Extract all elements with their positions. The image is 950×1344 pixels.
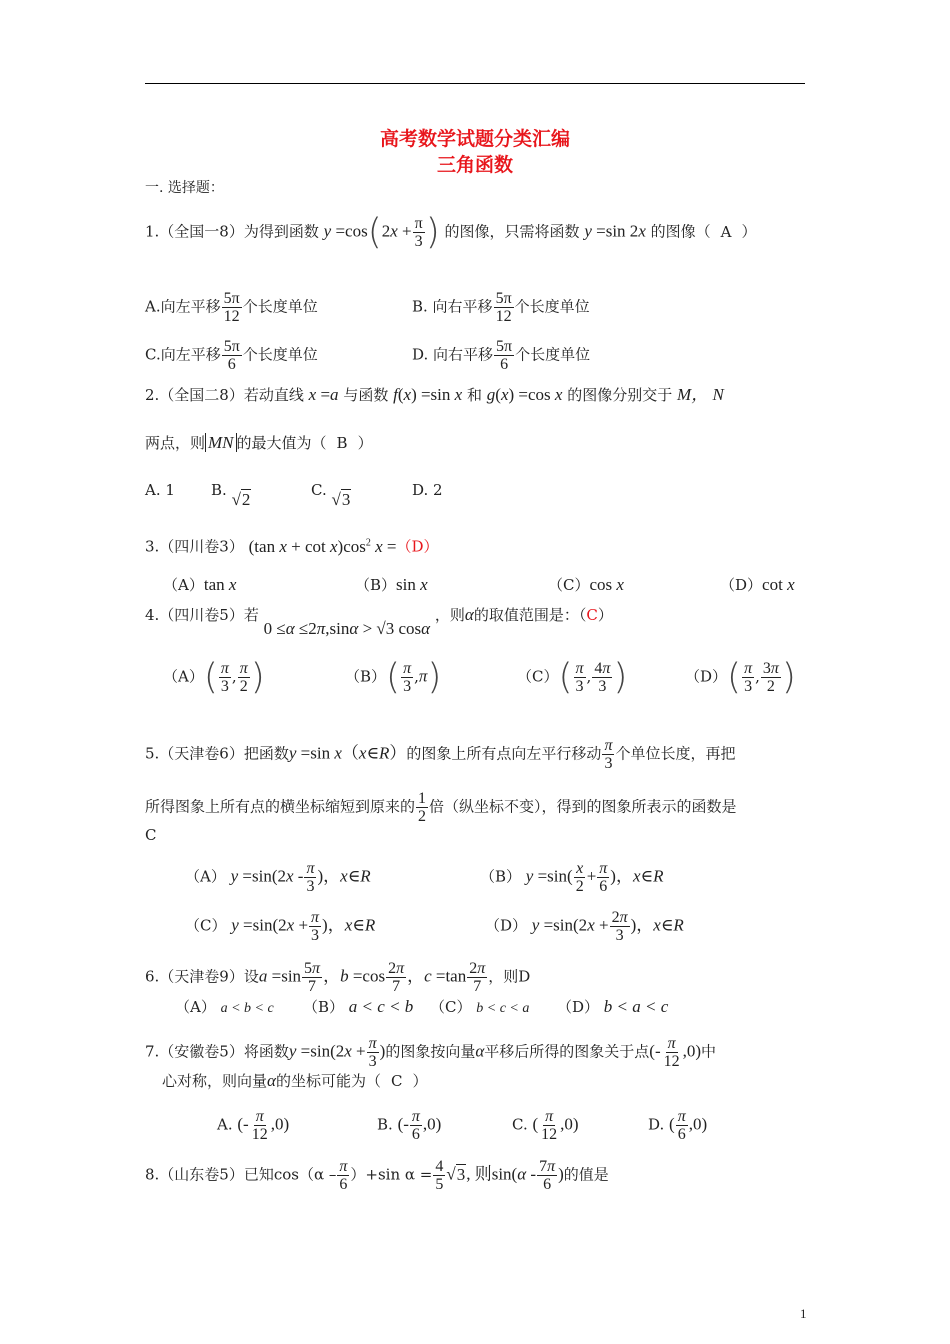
doc-subtitle: 三角函数 bbox=[436, 154, 513, 176]
question-5-line-2: 所得图象上所有点的横坐标缩短到原来的 $\frac{1}{2}$ 倍（纵坐标不变），得到的图象所表示的函数是 bbox=[145, 790, 737, 825]
question-1: 1.（全国一8）为得到函数 y =cos(2x + $\frac{\pi}{3}$ ) 的图像，只需将函数 y =sin 2x 的图像（ A ） bbox=[145, 211, 757, 253]
q4-answer: C bbox=[586, 606, 598, 624]
page-number: 1 bbox=[800, 1306, 807, 1321]
q7-answer: C bbox=[390, 1072, 403, 1090]
question-4: 4.（四川卷5）若 0 ≤α ≤2π,sinα > √3 cosα ，则α的取值范围是：（C） bbox=[145, 605, 613, 638]
q2-answer: B bbox=[336, 434, 348, 452]
question-7-line-2: 心对称，则向量α的坐标可能为（ C ） bbox=[162, 1071, 428, 1090]
question-2-line-2: 两点，则 MN 的最大值为（ B ） bbox=[145, 433, 373, 452]
question-4-options: （A）( $\frac{\pi}{3}$ , $\frac{\pi}{2}$ ) （B）( $\frac{\pi}{3}$ ,π) （C）( $\frac{\pi}{3}$ , $\frac{4\pi}{3}$ ) （D）( $\frac{\pi}{3}$ , $\frac{3\pi}{2}$ ) bbox=[163, 656, 796, 698]
question-3: 3.（四川卷3） (tan $x + \cot x)\cos^2$ x =（D） bbox=[145, 536, 439, 556]
question-8: 8.（山东卷5）已知cos（α – $\frac{\pi}{6}$ ）+sin α = $\frac{4}{5}$ √3, 则sin(α - $\frac{7\pi}{6}$ )的值是 bbox=[145, 1158, 609, 1193]
header-rule bbox=[145, 83, 805, 84]
question-2-options: A. 1 B. √2 C. √3 D. 2 bbox=[145, 481, 443, 509]
question-5: 5.（天津卷6）把函数y =sin x（x∈R）的图象上所有点向左平行移动 $\frac{\pi}{3}$ 个单位长度，再把 bbox=[145, 737, 736, 772]
question-6: 6.（天津卷9）设a =sin $\frac{5\pi}{7}$ ，b =cos $\frac{2\pi}{7}$ ，c =tan $\frac{2\pi}{7}$ ，则D bbox=[145, 960, 531, 995]
q5-answer: C bbox=[145, 826, 157, 844]
section-heading: 一. 选择题： bbox=[145, 180, 224, 196]
q1-answer: A bbox=[720, 222, 732, 241]
doc-title: 高考数学试题分类汇编 bbox=[379, 128, 570, 150]
question-2: 2.（全国二8）若动直线 x =a 与函数 f(x) =sin x 和 g(x) =cos x 的图像分别交于 M， N bbox=[145, 385, 724, 404]
question-7: 7.（安徽卷5）将函数y =sin(2x + $\frac{\pi}{3}$ )的图象按向量α平移后所得的图象关于点(- $\frac{\pi}{12}$ ,0)中 bbox=[145, 1035, 717, 1070]
q3-answer: D bbox=[411, 537, 424, 556]
